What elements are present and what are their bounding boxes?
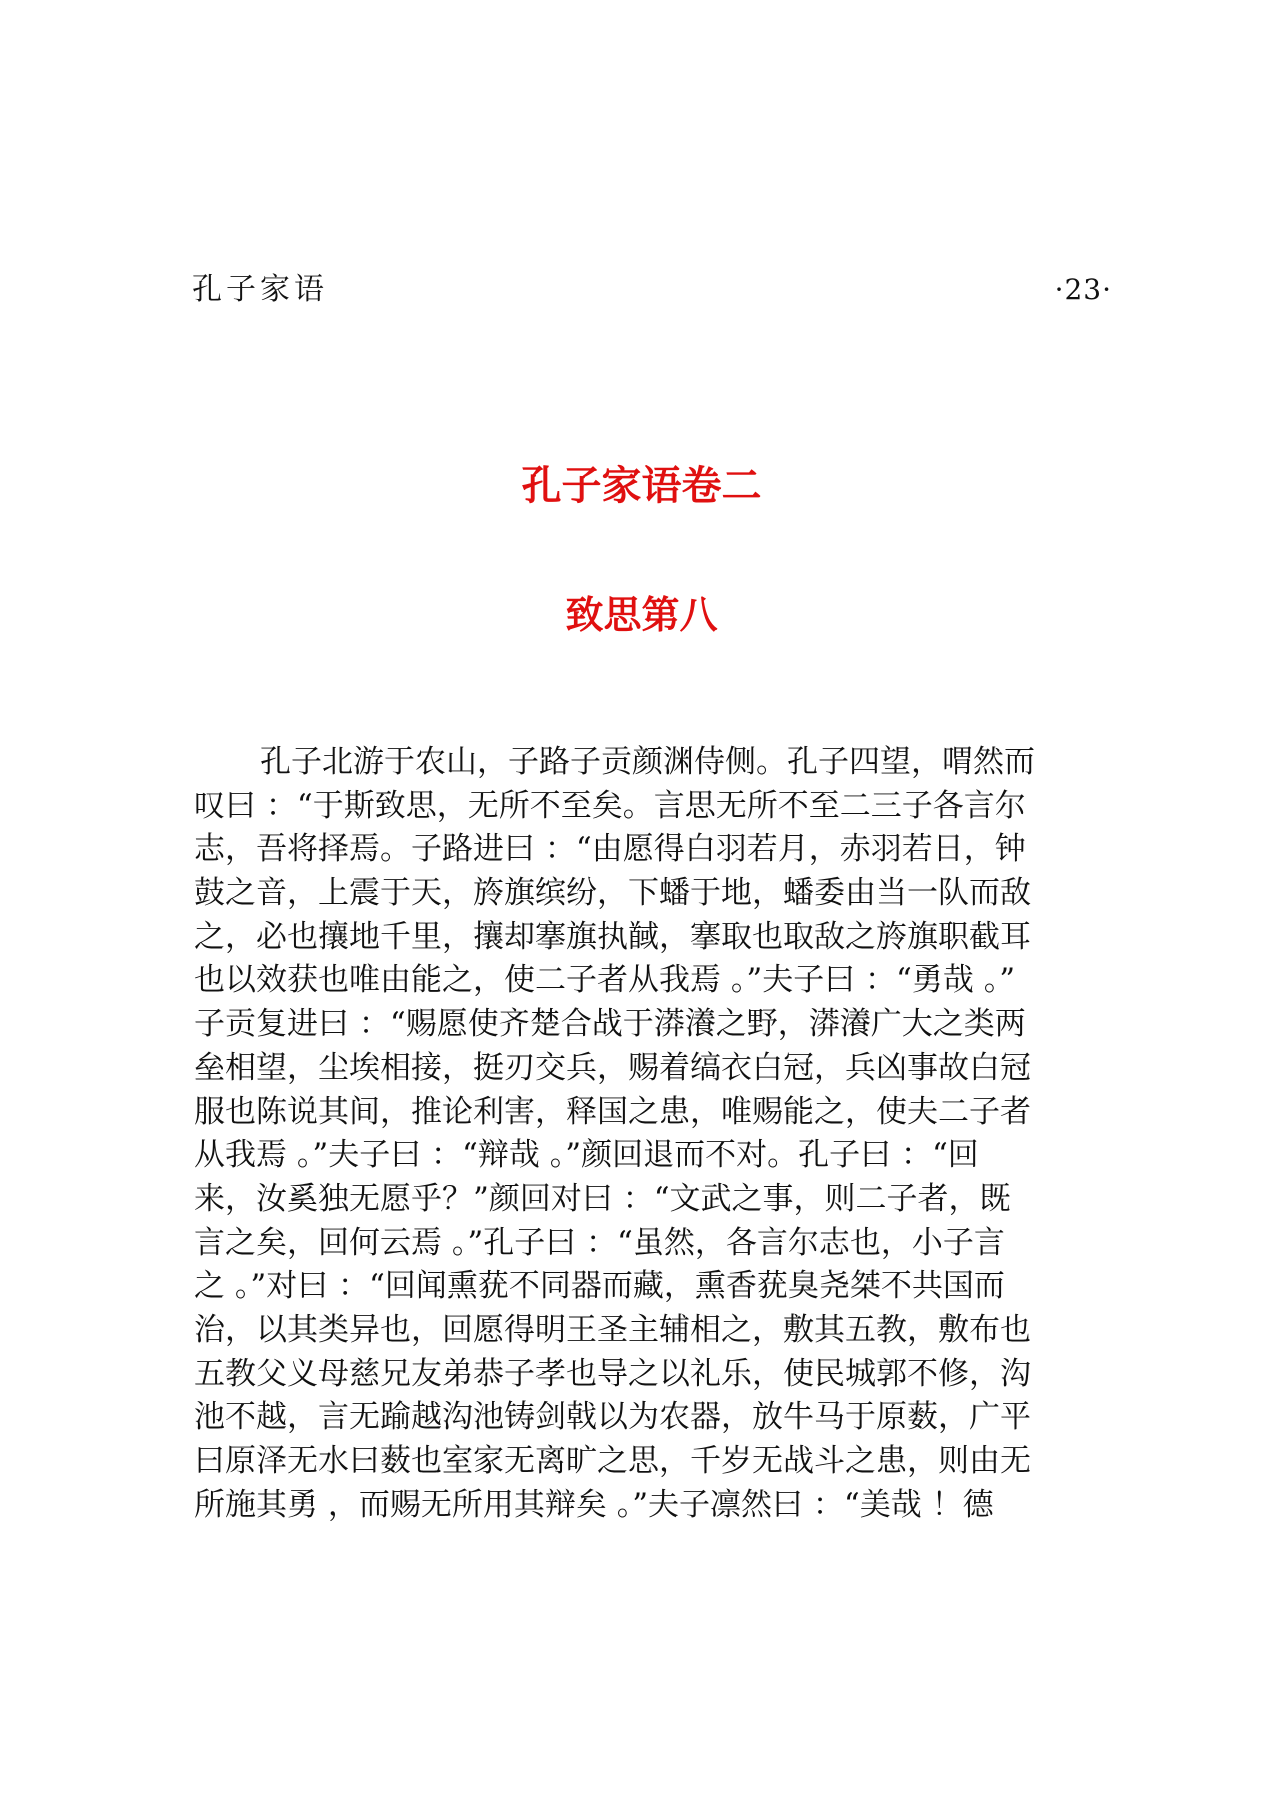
text-line: 所施其勇 ，而赐无所用其辩矣 。”夫子凛然曰 ：“美哉 ！德 xyxy=(194,1486,994,1523)
text-line: 服也陈说其间，推论利害，释国之患，唯赐能之，使夫二子者 xyxy=(194,1093,1031,1130)
running-header xyxy=(192,270,1112,310)
text-line: 鼓之音，上震于天，旍旗缤纷，下蟠于地，蟠委由当一队而敌 xyxy=(194,875,1031,912)
text-line: 言之矣，回何云焉 。”孔子曰 ：“虽然，各言尔志也，小子言 xyxy=(194,1224,1005,1261)
page-number: ·23· xyxy=(1054,273,1112,306)
text-line: 五教父义母慈兄友弟恭子孝也导之以礼乐，使民城郭不修，沟 xyxy=(194,1355,1031,1392)
text-line: 之 。”对曰 ：“回闻熏莸不同器而藏，熏香莸臭尧桀不共国而 xyxy=(194,1268,1005,1305)
text-line: 治，以其类异也，回愿得明王圣主辅相之，敷其五教，敷布也 xyxy=(194,1311,1031,1348)
text-line: 孔子北游于农山，子路子贡颜渊侍侧。孔子四望，喟然而 xyxy=(260,744,1035,780)
text-line: 子贡复进曰 ：“赐愿使齐楚合战于漭瀁之野，漭瀁广大之类两 xyxy=(194,1006,1026,1043)
chapter-title: 致思第八 xyxy=(565,593,718,637)
text-line: 叹曰 ：“于斯致思，无所不至矣。言思无所不至二三子各言尔 xyxy=(194,787,1026,824)
text-line: 也以效获也唯由能之，使二子者从我焉 。”夫子曰 ：“勇哉 。” xyxy=(194,962,1016,999)
text-line: 曰原泽无水曰薮也室家无离旷之思，千岁无战斗之患，则由无 xyxy=(194,1443,1031,1479)
text-line: 垒相望，尘埃相接，挺刃交兵，赐着缟衣白冠，兵凶事故白冠 xyxy=(194,1049,1031,1086)
text-line: 池不越，言无踰越沟池铸剑戟以为农器，放牛马于原薮，广平 xyxy=(194,1399,1031,1436)
text-line: 从我焉 。”夫子曰 ：“辩哉 。”颜回退而不对。孔子曰 ：“回 xyxy=(194,1137,979,1174)
running-header-book-title: 孔子家语 xyxy=(192,272,328,307)
volume-title: 孔子家语卷二 xyxy=(521,463,762,509)
text-line: 来，汝奚独无愿乎？”颜回对曰 ：“文武之事，则二子者，既 xyxy=(194,1180,1011,1217)
text-line: 之，必也攘地千里，攘却搴旗执馘，搴取也取敌之旍旗职截耳 xyxy=(194,918,1031,955)
body-paragraph xyxy=(194,741,1100,1527)
text-line: 志，吾将择焉。子路进曰 ：“由愿得白羽若月，赤羽若日，钟 xyxy=(194,831,1026,868)
